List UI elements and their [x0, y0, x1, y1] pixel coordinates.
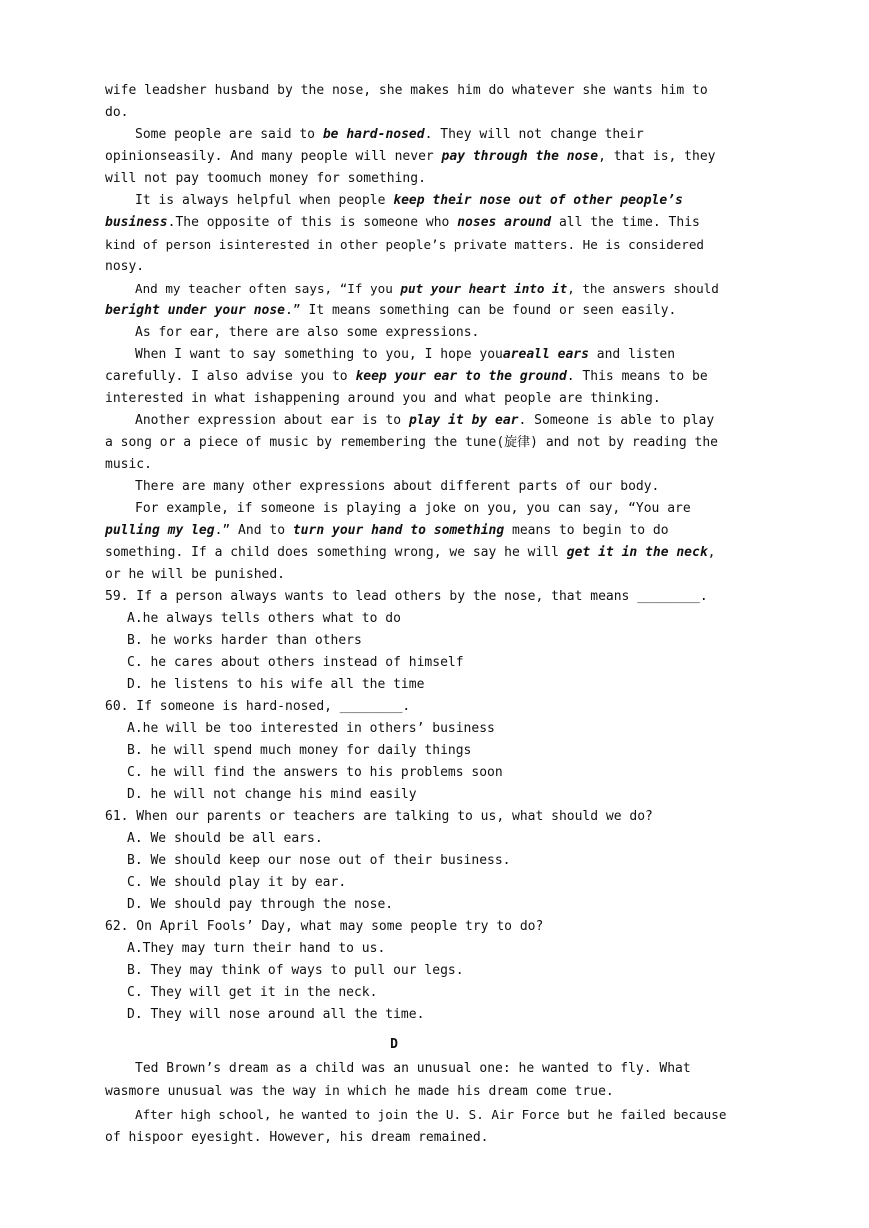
- text-line: [105, 520, 683, 542]
- text-span: opinionseasily. And many people will never: [105, 149, 442, 164]
- text-span: , that is, they: [598, 149, 716, 164]
- option-b: B. he works harder than others: [127, 633, 362, 648]
- text-line: There are many other expressions about different parts of our body.: [135, 479, 660, 494]
- text-span: carefully. I also advise you to: [105, 369, 356, 384]
- text-span: When I want to say something to you, I hope you: [135, 347, 503, 362]
- text-line: [105, 212, 700, 234]
- expression-emphasis: play it by ear: [408, 413, 519, 428]
- question-59: [105, 586, 708, 696]
- expression-emphasis: be hard-nosed: [322, 127, 425, 142]
- text-line: [105, 300, 683, 322]
- option-b: B. We should keep our nose out of their business.: [127, 853, 511, 868]
- option-d: D. They will nose around all the time.: [127, 1007, 425, 1022]
- paragraph: [105, 1058, 691, 1103]
- text-line: nosy.: [105, 259, 145, 274]
- text-span: and listen: [588, 347, 676, 362]
- expression-emphasis: business: [105, 215, 168, 230]
- paragraph: [105, 190, 704, 278]
- expression-emphasis: pay through the nose: [441, 149, 599, 164]
- paragraph: [105, 124, 716, 190]
- option-c: C. We should play it by ear.: [127, 875, 347, 890]
- expression-emphasis: get it in the neck: [566, 545, 708, 560]
- expression-emphasis: keep your ear to the ground: [355, 369, 567, 384]
- section-heading-d: D: [390, 1037, 398, 1052]
- option-d: D. he listens to his wife all the time: [127, 677, 425, 692]
- paragraph: [105, 80, 708, 124]
- question-62: [105, 916, 683, 1026]
- text-span: Another expression about ear is to: [135, 413, 409, 428]
- paragraph: [105, 476, 683, 498]
- text-span: . They will not change their: [424, 127, 644, 142]
- text-line: As for ear, there are also some expressions.: [135, 325, 480, 340]
- paragraph: [105, 410, 718, 476]
- paragraph: [105, 322, 683, 344]
- text-span: something. If a child does something wrong, we say he will: [105, 545, 567, 560]
- text-span: means to begin to do: [504, 523, 669, 538]
- text-line: kind of person isinterested in other people’s private matters. He is considered: [105, 237, 704, 252]
- text-line: music.: [105, 457, 152, 472]
- option-c: C. he will find the answers to his problems soon: [127, 765, 503, 780]
- question-stem: 61. When our parents or teachers are talking to us, what should we do?: [105, 809, 653, 824]
- text-line: After high school, he wanted to join the U. S. Air Force but he failed because: [135, 1107, 727, 1122]
- text-line: wife leadsher husband by the nose, she makes him do whatever she wants him to: [105, 83, 708, 98]
- text-line: or he will be punished.: [105, 567, 286, 582]
- paragraph: [105, 1104, 727, 1149]
- paragraph: [105, 344, 708, 410]
- paragraph: [105, 498, 716, 586]
- paragraph: [105, 278, 719, 322]
- text-span: .” It means something can be found or seen easily.: [285, 303, 677, 318]
- text-line: [105, 542, 716, 564]
- option-a: A. We should be all ears.: [127, 831, 323, 846]
- text-line: [105, 344, 683, 366]
- text-span: all the time. This: [551, 215, 700, 230]
- document-page: [105, 80, 727, 1149]
- option-b: B. They may think of ways to pull our legs.: [127, 963, 464, 978]
- text-line: a song or a piece of music by remembering the tune(旋律) and not by reading the: [105, 435, 718, 450]
- option-d: D. he will not change his mind easily: [127, 787, 417, 802]
- text-line: [105, 190, 683, 212]
- expression-emphasis: beright under your nose: [105, 303, 286, 318]
- expression-emphasis: put your heart into it: [400, 281, 568, 296]
- text-line: Ted Brown’s dream as a child was an unusual one: he wanted to fly. What: [135, 1061, 691, 1076]
- text-line: will not pay toomuch money for something.: [105, 171, 426, 186]
- text-line: of hispoor eyesight. However, his dream remained.: [105, 1130, 489, 1145]
- text-span: .” And to: [214, 523, 293, 538]
- text-span: And my teacher often says, “If you: [135, 281, 401, 296]
- text-span: . This means to be: [566, 369, 708, 384]
- text-line: [105, 278, 719, 300]
- expression-emphasis: keep their nose out of other people’s: [393, 193, 683, 208]
- text-line: [105, 366, 708, 388]
- text-span: . Someone is able to play: [518, 413, 715, 428]
- text-line: interested in what ishappening around you and what people are thinking.: [105, 391, 661, 406]
- expression-emphasis: noses around: [457, 215, 552, 230]
- text-span: .The opposite of this is someone who: [167, 215, 458, 230]
- question-60: [105, 696, 683, 806]
- text-line: For example, if someone is playing a joke on you, you can say, “You are: [135, 501, 691, 516]
- text-span: Some people are said to: [135, 127, 323, 142]
- option-b: B. he will spend much money for daily things: [127, 743, 472, 758]
- question-stem: 62. On April Fools’ Day, what may some people try to do?: [105, 919, 544, 934]
- option-c: C. he cares about others instead of himself: [127, 655, 464, 670]
- option-d: D. We should pay through the nose.: [127, 897, 394, 912]
- text-line: do.: [105, 105, 129, 120]
- text-span: It is always helpful when people: [135, 193, 394, 208]
- text-line: [105, 124, 683, 146]
- option-a: A.he always tells others what to do: [127, 611, 401, 626]
- option-a: A.They may turn their hand to us.: [127, 941, 386, 956]
- question-61: [105, 806, 683, 916]
- text-line: [105, 146, 716, 168]
- text-line: wasmore unusual was the way in which he made his dream come true.: [105, 1084, 614, 1099]
- question-stem: 60. If someone is hard-nosed, ________.: [105, 699, 411, 714]
- option-a: A.he will be too interested in others’ business: [127, 721, 495, 736]
- text-span: ,: [707, 545, 716, 560]
- expression-emphasis: turn your hand to something: [292, 523, 505, 538]
- text-span: , the answers should: [567, 281, 719, 296]
- option-c: C. They will get it in the neck.: [127, 985, 378, 1000]
- expression-emphasis: pulling my leg: [105, 523, 215, 538]
- question-stem: 59. If a person always wants to lead others by the nose, that means ________.: [105, 589, 708, 604]
- expression-emphasis: areall ears: [502, 347, 589, 362]
- text-line: [105, 410, 715, 432]
